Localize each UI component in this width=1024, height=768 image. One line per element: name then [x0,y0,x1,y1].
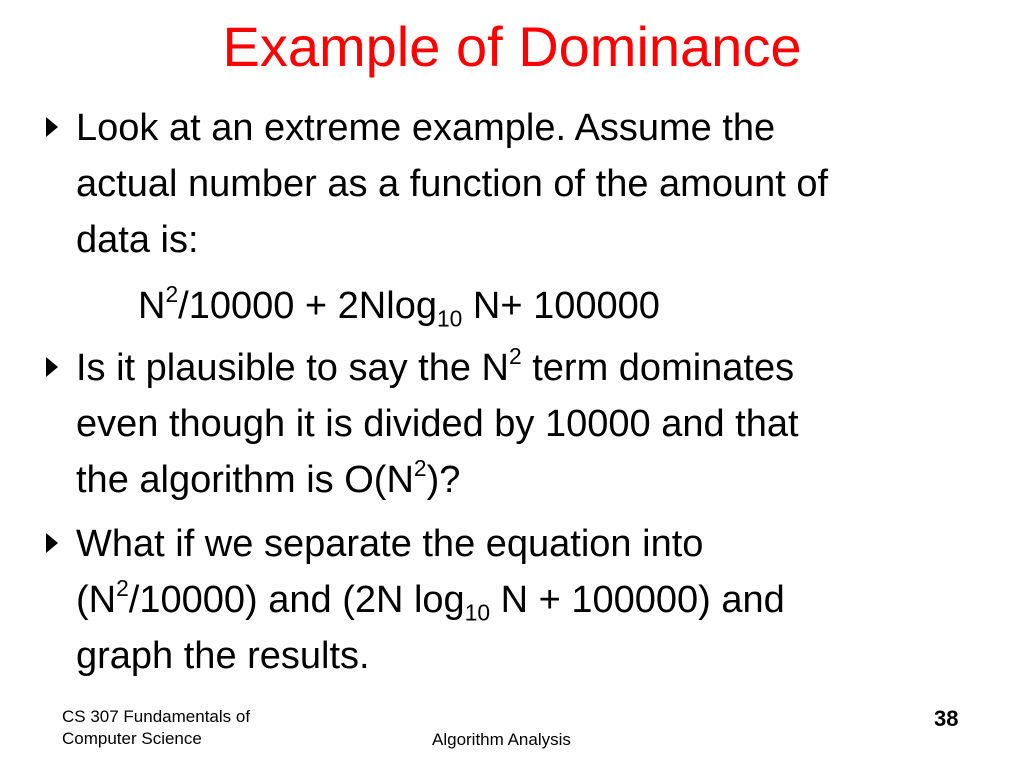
footer-course [62,706,250,750]
bullet-2-line-1-b: term dominates [521,347,795,389]
bullet-2-line-3 [76,452,1006,508]
footer-course-line-1: CS 307 Fundamentals of [62,707,251,726]
bullet-item-1 [46,100,1006,268]
bullet-1-line-2: actual number as a function of the amount of [76,163,829,205]
page-number: 38 [934,706,959,731]
bullet-text-3 [46,516,1006,684]
bullet-1-line-3: data is: [76,219,199,261]
triangle-bullet-icon [46,117,58,137]
bullet-2-line-1 [76,340,1006,396]
slide-title: Example of Dominance [222,15,802,78]
bullet-3-line-2-sup: 2 [116,575,129,602]
footer-course-line-2: Computer Science [62,729,202,748]
bullet-2-line-2: even though it is divided by 10000 and that [76,403,799,445]
bullet-text-2 [46,340,1006,508]
bullet-item-3 [46,516,1006,684]
bullet-3-line-2-sub: 10 [464,599,491,626]
formula [138,278,660,334]
bullet-1-line-1: Look at an extreme example. Assume the [76,107,776,149]
bullet-3-line-2-b: /10000) and (2N log [128,579,465,621]
bullet-2-line-3-sup: 2 [413,455,427,482]
bullet-text-1 [46,100,1006,268]
bullet-3-line-1: What if we separate the equation into [76,523,704,565]
formula-part-b: /10000 + 2Nlog [178,285,437,327]
triangle-bullet-icon [46,357,58,377]
bullet-3-line-2-c: N + 100000) and [490,579,785,621]
formula-exponent: 2 [165,281,179,308]
bullet-2-line-3-b: )? [426,459,461,501]
bullet-2-line-1-a: Is it plausible to say the N [76,347,509,389]
bullet-2-line-3-a: the algorithm is O(N [76,459,414,501]
bullet-3-line-2 [76,572,1006,628]
formula-log-base: 10 [436,305,463,332]
triangle-bullet-icon [46,533,58,553]
bullet-3-line-2-a: (N [76,579,117,621]
bullet-2-line-1-sup: 2 [509,343,522,370]
formula-part-c: N+ 100000 [462,285,660,327]
bullet-3-line-3: graph the results. [76,635,370,677]
bullet-item-2 [46,340,1006,508]
formula-part-a: N [138,285,166,327]
footer-topic: Algorithm Analysis [432,730,571,749]
